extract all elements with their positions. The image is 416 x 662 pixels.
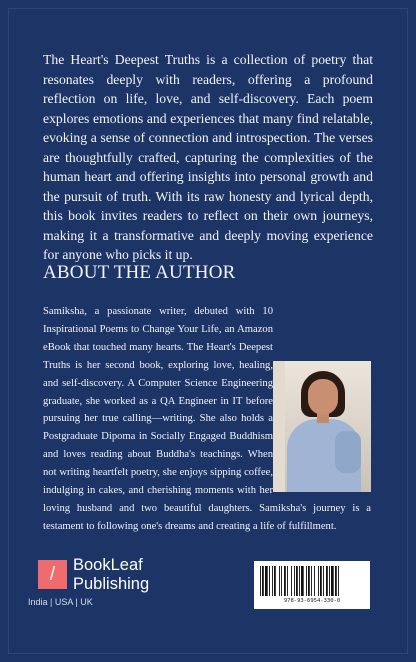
publisher-logo-icon: / — [38, 560, 67, 589]
barcode-icon — [260, 566, 364, 596]
author-photo — [273, 361, 371, 492]
isbn-barcode — [254, 561, 370, 609]
author-bio: Samiksha, a passionate writer, debuted with 10 Inspirational Poems to Change Your Life, an Amazon eBook that touched many hearts. The Heart's Deepest Truths is her second book, exploring love, healing, and self-discovery. A Computer Science Engineering graduate, she worked as a QA Engineer in IT before pursuing her true calling—writing. She also holds a Postgraduate Dipoma in Socially Engaged Buddhism and loves reading about Buddha's teachings. When not writing heartfelt poetry, she enjoys sipping coffee, indulging in cakes, and cherishing moments with her loving husband and two beautiful daughters. Samiksha's journey is a testament to following one's dreams and creating a life of fulfillment. — [43, 306, 371, 532]
about-author-heading: ABOUT THE AUTHOR — [43, 262, 236, 283]
publisher-tagline: India | USA | UK — [28, 597, 93, 607]
publisher-name-line2: Publishing — [73, 575, 150, 593]
book-blurb: The Heart's Deepest Truths is a collection of poetry that resonates deeply with readers, offering a profound reflection on life, love, and self-discovery. Each poem explores emotions and experiences that many find relatable, evoking a sense of connection and introspection. The verses are thoughtfully crafted, capturing the complexities of the human heart and offering insights into personal growth and the pursuit of truth. With its raw honesty and lyrical depth, this book invites readers to reflect on their own journeys, making it a transformative and deeply moving experience for anyone who picks it up. — [43, 52, 373, 262]
isbn-number: 978-93-6954-330-0 — [283, 598, 341, 604]
publisher-name-line1: BookLeaf — [73, 556, 143, 574]
